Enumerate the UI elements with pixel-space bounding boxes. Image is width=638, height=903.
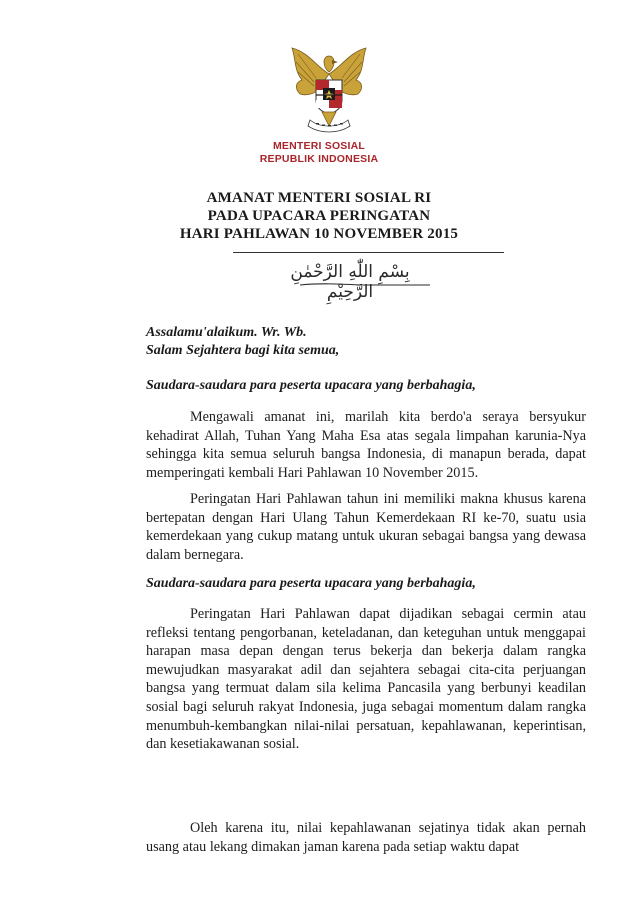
opening-greeting-2: Salam Sejahtera bagi kita semua, <box>146 343 340 358</box>
salutation: Saudara-saudara para peserta upacara yang berbahagia, <box>146 378 476 393</box>
paragraph: Peringatan Hari Pahlawan dapat dijadikan sebagai cermin atau refleksi tentang pengorbanan, keteladanan, dan keteguhan untuk menggapai harapan masa depan dengan terus bekerja dan bekerja dalam rangka mewujudkan masyarakat adil dan sejahtera sebagai cita-cita perjuangan bangsa yang termuat dalam sila kelima Pancasila yang berbunyi keadilan sosial bagi seluruh rakyat Indonesia, juga sebagai momentum dalam rangka menumbuh-kembangkan nilai-nilai persatuan, kepahlawanan, keperintisan, dan kesetiakawanan sosial. <box>146 606 586 753</box>
opening-greeting: Assalamu'alaikum. Wr. Wb. <box>146 325 307 340</box>
salutation: Saudara-saudara para peserta upacara yang berbahagia, <box>146 576 476 591</box>
paragraph: Oleh karena itu, nilai kepahlawanan sejatinya tidak akan pernah usang atau lekang dimakan jaman karena pada setiap waktu dapat <box>146 820 586 855</box>
document-title-line-1: AMANAT MENTERI SOSIAL RI <box>206 190 432 206</box>
paragraph: Peringatan Hari Pahlawan tahun ini memiliki makna khusus karena bertepatan dengan Hari Ulang Tahun Kemerdekaan RI ke-70, suatu usia kemerdekaan yang cukup matang untuk ukuran sebagai bangsa yang dewasa dalam bernegara. <box>146 491 586 563</box>
document-title-line-2: PADA UPACARA PERINGATAN <box>207 208 431 224</box>
ministry-name: MENTERI SOSIAL <box>272 140 366 152</box>
title-divider <box>233 252 504 253</box>
basmalah: بِسْمِ اللّٰهِ الرَّحْمٰنِ الرَّحِيْمِ <box>290 262 410 302</box>
ministry-country: REPUBLIK INDONESIA <box>259 153 379 165</box>
document-title-line-3: HARI PAHLAWAN 10 NOVEMBER 2015 <box>179 226 459 242</box>
paragraph: Mengawali amanat ini, marilah kita berdo'a seraya bersyukur kehadirat Allah, Tuhan Yang Maha Esa atas segala limpahan karunia-Nya sehingga kita semua seluruh bangsa Indonesia, di manapun berada, dapat memperingati kembali Hari Pahlawan 10 November 2015. <box>146 409 586 481</box>
garuda-emblem-icon <box>286 44 372 136</box>
